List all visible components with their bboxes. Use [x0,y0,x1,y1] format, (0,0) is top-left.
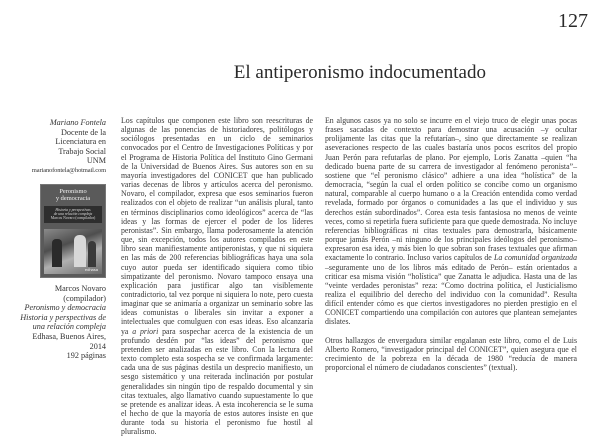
cover-title-line: Peronismo [59,188,87,195]
paragraph-text: Otros hallazgos de envergadura similar engalanan este libro, como el de Luis Alberto Romero, “investigador principal del CONICET”, quien asegura que el crecimiento de la pobreza en la década de 1980 “reducía de manera proporcional el número de ciudadanos conscientes” (textual). [325,335,577,373]
paragraph-text: para sospechar acerca de la existencia de un profundo desdén por “las ideas” del peronismo que pretenden ser analizadas en este libro. Con la lectura del texto completo esta sospecha se ve confirmada largamente: cada una de sus páginas destila un desprecio manifiesto, un sesgo sistemático y una reiterada inclinación por postular generalidades sin ningún tipo de respaldo documental y sin citas textuales, algo llamativo cuando supuestamente lo que se pretende es analizar ideas. A esta incoherencia se le suma el hecho de que la mayoría de estos autores insiste en que durante toda su historia el peronismo fue hostil al pluralismo. [121,326,313,436]
book-pages: 192 páginas [66,351,106,361]
body-paragraph [325,336,577,373]
body-column-middle [121,116,313,436]
cover-photo-figure [88,241,96,267]
author-info [6,118,106,176]
book-title: Peronismo y democracia [24,303,106,313]
book-subtitle-line: una relación compleja [32,322,106,332]
paragraph-text: –seguramente uno de los libros más editado de Perón– están orientados a criticar esa misma visión “holística” que Zanatta le adjudica. Hasta una de las “veinte verdades peronistas” reza: “Como doctrina política, el Justicialismo realiza el equilibrio del derecho del individuo con la comunidad”. Resulta difícil entender cómo es que ciertos investigadores no pierden prestigio en el CONICET compartiendo una compilación con autores que plantean semejantes dislates. [325,262,577,327]
book-editor-role: (compilador) [63,293,106,303]
cover-photo [44,229,102,274]
paragraph-text: En algunos casos ya no solo se incurre en el viejo truco de elegir unas pocas frases sacadas de contexto para demostrar una acusación –y ocultar prolijamente las citas que la refutarían–, sino que directamente se realizan aseveraciones respecto de las cuales bastaría unos pocos escritos del propio Juan Perón para refutarlas de plano. Por ejemplo, Loris Zanatta –quien “ha dedicado buena parte de su carrera de investigador al fenómeno peronista”– sostiene que “el peronismo clásico” adhiere a una idea “holística” de la democracia, “según la cual el orden político se concibe como un organismo natural, comparable al cuerpo humano o a la Creación entendida como verdad revelada, formado por órganos o comunidades a las que el individuo y sus derechos están subordinados”. Corea esta tesis fantasiosa no menos de veinte veces, como si repetirla fuera suficiente para que quede demostrada. No incluye referencias bibliográficas ni citas textuales para demostrarla, básicamente porque jamás Perón –ni ninguno de los principales ideólogos del peronismo– expresaron esa idea, y más bien lo que sobran son frases textuales que afirman exactamente lo contrario. Incluso varios capítulos de [325,116,577,263]
publisher-logo-icon: edhasa [84,267,98,272]
author-role-line: UNM [86,156,106,166]
body-paragraph [325,116,577,327]
page-number: 127 [558,10,588,32]
author-role-line: Trabajo Social [58,146,106,156]
paragraph-italic-text: La comunidad organizada [494,253,577,263]
author-email: marianofontela@hotmail.com [31,166,106,174]
cover-editor: Marcos Novaro (compilador) [50,216,96,221]
book-info [6,284,106,361]
cover-photo-figure [74,235,86,267]
cover-subtitle-line: Historia y perspectivas [55,207,91,212]
article-title: El antiperonismo indocumentado [233,62,486,83]
body-column-right [325,116,577,372]
paragraph-italic-text: a priori [132,326,159,336]
author-name: Mariano Fontela [49,118,106,127]
book-publisher: Edhasa, Buenos Aires, [32,331,106,341]
cover-title [41,189,105,203]
paragraph-text: Los capítulos que componen este libro son reescrituras de algunas de las ponencias de historiadores, politólogos y sociólogos presentadas en un ciclo de seminarios convocados por el Centro de Investigaciones Políticas y por el Programa de Historia Política del Instituto Gino Germani de la Universidad de Buenos Aires. Sus autores son en su mayoría investigadores del CONICET que han publicado varias decenas de libros y artículos acerca del peronismo. Novaro, el compilador, expresa que esos seminarios fueron realizados con el objeto de realizar “un análisis plural, tanto en términos disciplinarios como ideológicos” acerca de “las ideas y las formas de ejercer el poder de los líderes peronistas”. Sin embargo, llama poderosamente la atención que, sin excepción, todos los autores compilados en este libro sean manifiestamente antiperonistas, y que ni siquiera en las más de 200 referencias bibliográficas haya una sola cuyo autor pueda ser identificado siquiera como tibio simpatizante del peronismo. Novaro tampoco ensaya una explicación para justificar algo tan visiblemente contradictorio, tal vez porque ni siquiera lo note, pero cuesta imaginar que se animaría a organizar un seminario sobre las ideas comunistas o liberales sin invitar a exponer a intelectuales que comulguen con esas ideas. Eso alcanzaría ya [121,116,313,336]
cover-photo-figure [52,239,62,267]
author-role-line: Licenciatura en [55,137,106,147]
cover-band [44,206,102,223]
book-year: 2014 [89,341,106,351]
body-paragraph [121,116,313,436]
book-editor: Marcos Novaro [54,284,106,293]
cover-subtitle-line: de una relación compleja [53,212,93,216]
book-subtitle-line: Historia y perspectivas de [20,312,106,322]
author-role-line: Docente de la [60,127,106,137]
cover-title-line: y democracia [55,194,91,202]
book-cover-image [40,184,106,278]
